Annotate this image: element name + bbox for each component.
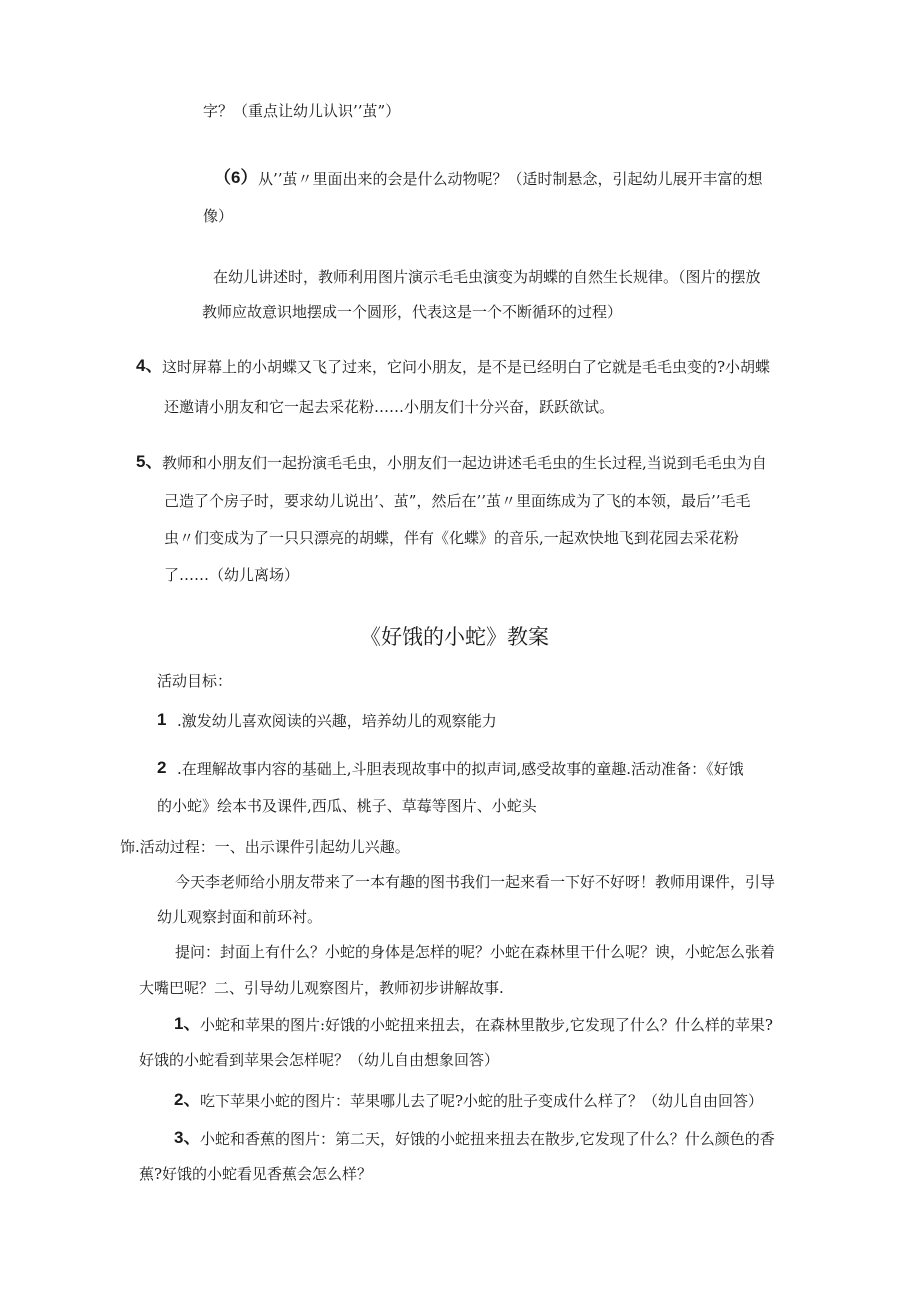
item-number: （6）: [214, 168, 258, 187]
text-line: 提问：封面上有什么？小蛇的身体是怎样的呢？小蛇在森林里干什么呢？谀，小蛇怎么张着: [175, 943, 776, 961]
text-line: 了……（幼儿离场）: [164, 566, 300, 584]
text-line: 字？（重点让幼儿认识’’茧”）: [203, 102, 401, 120]
section-title: 《好饿的小蛇》教案: [360, 625, 549, 649]
text-line: 己造了个房子时，要求幼儿说出’、茧”，然后在’’茧〃里面练成为了飞的本领，最后’’毛毛: [164, 492, 751, 510]
text-line: 饰.活动过程：一、出示课件引起幼儿兴趣。: [120, 838, 410, 856]
text-line: 虫〃们变成为了一只只漂亮的胡蝶，伴有《化蝶》的音乐,一起欢快地飞到花园去采花粉: [164, 529, 739, 547]
text-line: 在幼儿讲述时，教师利用图片演示毛毛虫演变为胡蝶的自然生长规律。（图片的摆放: [213, 268, 761, 286]
text-line: 从’’茧〃里面出来的会是什么动物呢？（适时制悬念，引起幼儿展开丰富的想: [258, 170, 763, 188]
item-number: 2、: [174, 1090, 201, 1109]
text-line: 好饿的小蛇看到苹果会怎样呢？（幼儿自由想象回答）: [139, 1051, 500, 1069]
item-number: 1、: [174, 1014, 201, 1033]
text-line: .激发幼儿喜欢阅读的兴趣，培养幼儿的观察能力: [177, 712, 497, 730]
item-number: 3、: [174, 1128, 201, 1147]
text-line: 教师应故意识地摆成一个圆形，代表这是一个不断循环的过程）: [202, 303, 623, 321]
item-number: 1: [157, 710, 167, 729]
text-line: 小蛇和苹果的图片:好饿的小蛇扭来扭去，在森林里散步,它发现了什么？什么样的苹果?: [200, 1016, 773, 1034]
text-line: 小蛇和香蕉的图片：第二天，好饿的小蛇扭来扭去在散步,它发现了什么？什么颜色的香: [200, 1130, 775, 1148]
item-number: 5、: [136, 452, 163, 471]
text-line: 的小蛇》绘本书及课件,西瓜、桃子、草莓等图片、小蛇头: [157, 797, 537, 815]
section-label: 活动目标：: [157, 672, 233, 690]
text-line: 今天李老师给小朋友带来了一本有趣的图书我们一起来看一下好不好呀！教师用课件，引导: [175, 873, 776, 891]
text-line: 这时屏幕上的小胡蝶又飞了过来，它问小朋友，是不是已经明白了它就是毛毛虫变的?小胡蝶: [162, 358, 771, 376]
item-number: 4、: [136, 356, 163, 375]
text-line: 像）: [203, 207, 234, 225]
text-line: 幼儿观察封面和前环衬。: [157, 908, 323, 926]
text-line: 大嘴巴呢？二、引导幼儿观察图片，教师初步讲解故事.: [139, 979, 504, 997]
item-number: 2: [157, 758, 167, 777]
text-line: 还邀请小朋友和它一起去采花粉……小朋友们十分兴奋，跃跃欲试。: [164, 398, 615, 416]
text-line: 吃下苹果小蛇的图片：苹果哪儿去了呢?小蛇的肚子变成什么样了？（幼儿自由回答）: [200, 1092, 764, 1110]
text-line: 教师和小朋友们一起扮演毛毛虫，小朋友们一起边讲述毛毛虫的生长过程,当说到毛毛虫为自: [162, 454, 767, 472]
text-line: .在理解故事内容的基础上,斗胆表现故事中的拟声词,感受故事的童趣.活动准备：《好饿: [177, 760, 744, 778]
text-line: 蕉?好饿的小蛇看见香蕉会怎么样？: [139, 1165, 373, 1183]
